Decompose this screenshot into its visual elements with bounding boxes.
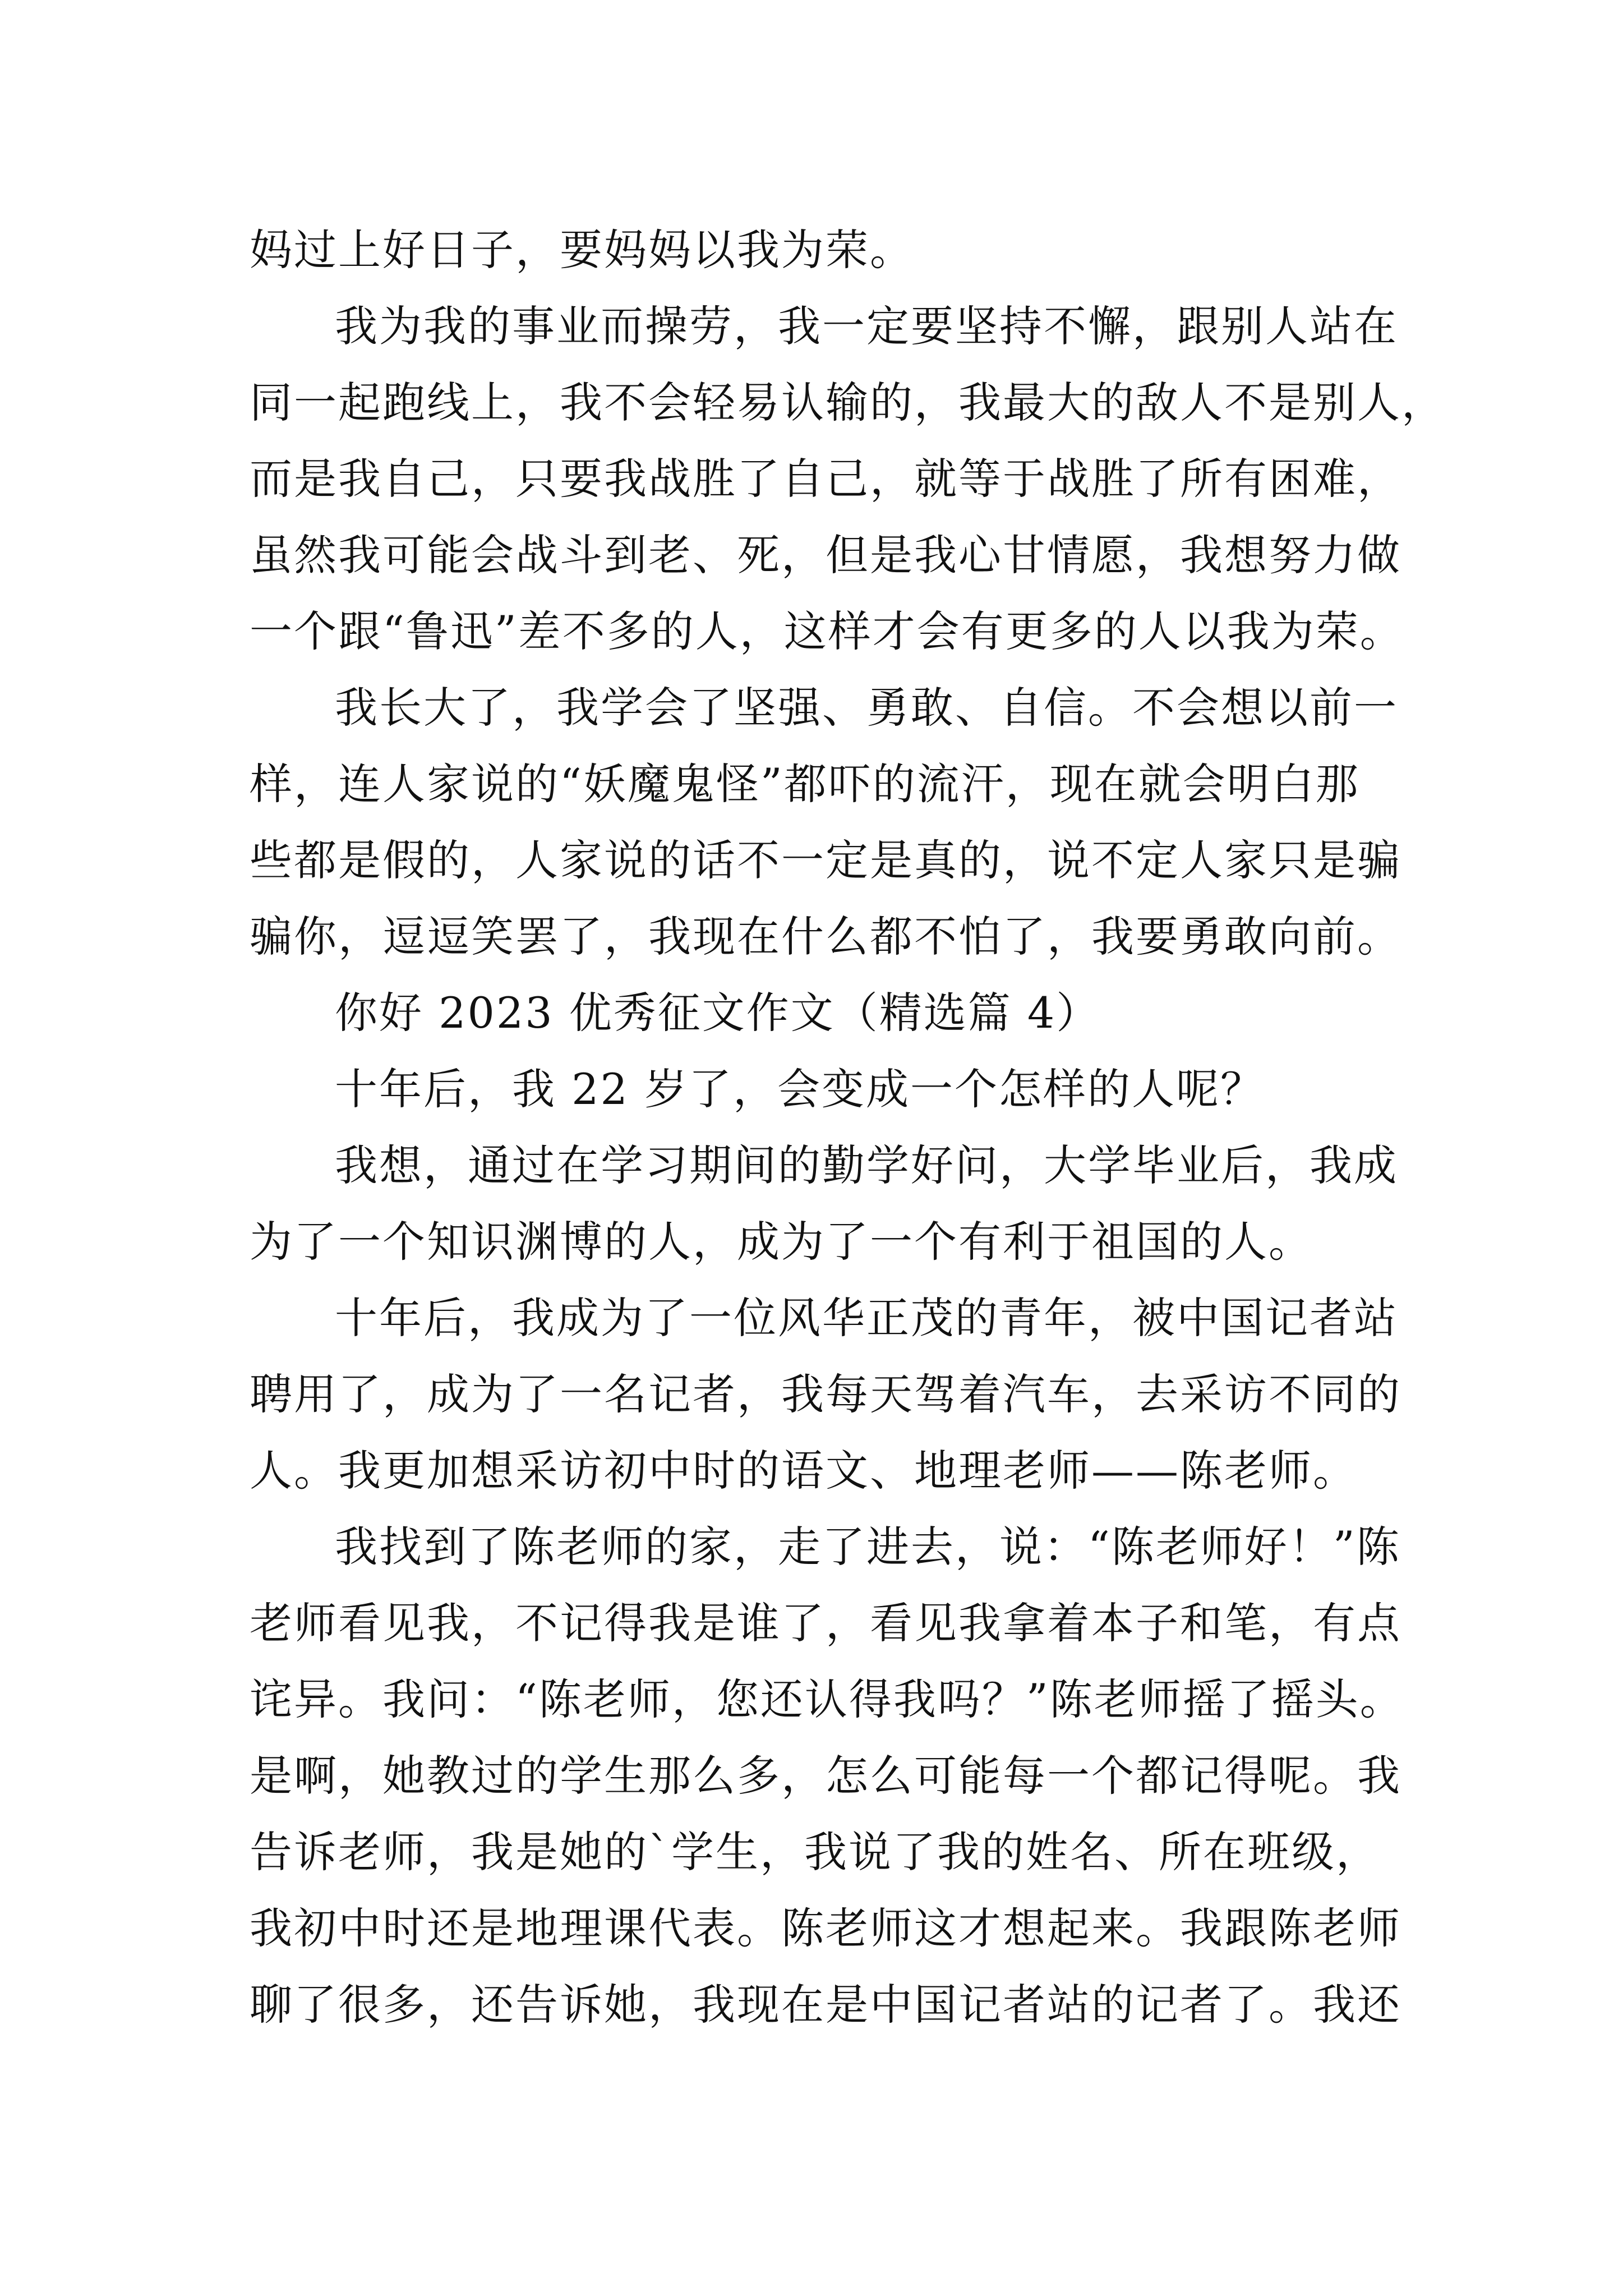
text-line: 聘用了，成为了一名记者，我每天驾着汽车，去采访不同的 — [250, 1369, 1401, 1419]
text-line: 妈过上好日子，要妈妈以我为荣。 — [250, 225, 914, 275]
text-line: 我找到了陈老师的家，走了进去，说：“陈老师好！”陈 — [335, 1522, 1401, 1572]
text-line: 诧异。我问：“陈老师，您还认得我吗？”陈老师摇了摇头。 — [250, 1674, 1404, 1724]
document-body — [250, 212, 1446, 2043]
text-line: 是啊，她教过的学生那么多，怎么可能每一个都记得呢。我 — [250, 1751, 1401, 1801]
text-line: 我为我的事业而操劳，我一定要坚持不懈，跟别人站在 — [335, 301, 1398, 351]
text-line: 虽然我可能会战斗到老、死，但是我心甘情愿，我想努力做 — [250, 530, 1401, 580]
text-line: 样，连人家说的“妖魔鬼怪”都吓的流汗，现在就会明白那 — [250, 759, 1360, 809]
text-line: 老师看见我，不记得我是谁了，看见我拿着本子和笔，有点 — [250, 1598, 1401, 1648]
section-heading: 你好 2023 优秀征文作文（精选篇 4） — [335, 988, 1101, 1038]
text-line: 人。我更加想采访初中时的语文、地理老师——陈老师。 — [250, 1446, 1357, 1496]
text-line: 一个跟“鲁迅”差不多的人，这样才会有更多的人以我为荣。 — [250, 606, 1404, 656]
text-line: 我初中时还是地理课代表。陈老师这才想起来。我跟陈老师 — [250, 1903, 1401, 1953]
text-line: 十年后，我成为了一位风华正茂的青年，被中国记者站 — [335, 1293, 1398, 1343]
text-line: 我想，通过在学习期间的勤学好问，大学毕业后，我成 — [335, 1140, 1398, 1190]
text-line: 为了一个知识渊博的人，成为了一个有利于祖国的人。 — [250, 1217, 1313, 1267]
text-line: 些都是假的，人家说的话不一定是真的，说不定人家只是骗 — [250, 835, 1401, 885]
text-line: 十年后，我 22 岁了，会变成一个怎样的人呢？ — [335, 1064, 1265, 1114]
text-line: 骗你，逗逗笑罢了，我现在什么都不怕了，我要勇敢向前。 — [250, 912, 1401, 961]
text-line: 而是我自己，只要我战胜了自己，就等于战胜了所有困难， — [250, 454, 1401, 504]
text-line: 聊了很多，还告诉她，我现在是中国记者站的记者了。我还 — [250, 1980, 1401, 2030]
text-line: 告诉老师，我是她的`学生，我说了我的姓名、所在班级， — [250, 1827, 1380, 1877]
text-line: 我长大了，我学会了坚强、勇敢、自信。不会想以前一 — [335, 683, 1398, 733]
text-line: 同一起跑线上，我不会轻易认输的，我最大的敌人不是别人， — [250, 378, 1446, 427]
